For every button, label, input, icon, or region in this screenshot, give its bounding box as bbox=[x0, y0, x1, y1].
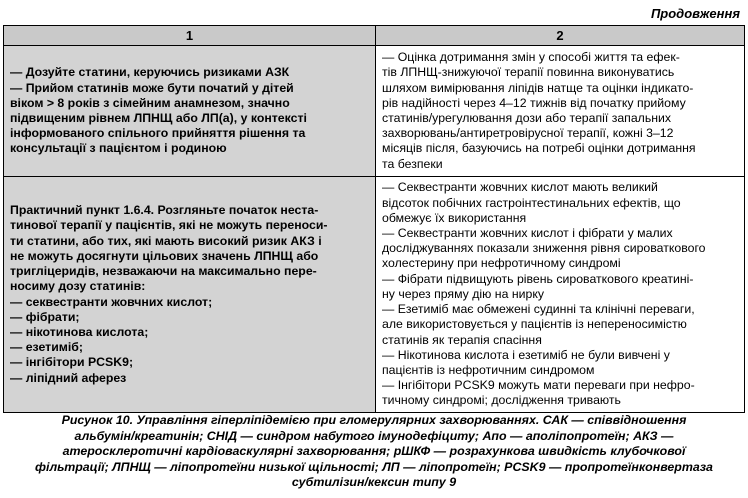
cell-line: тинової терапії у пацієнтів, які не можуть переноси- bbox=[10, 218, 328, 233]
cell-line: — Секвестранти жовчних кислот і фібрати у малих bbox=[382, 226, 673, 241]
cell-line: — Езетиміб має обмежені судинні та клінічні переваги, bbox=[382, 302, 695, 317]
cell-line: статинів як терапія спасіння bbox=[382, 332, 542, 347]
cell-line: місяців після, базуючись на потребі оцінки дотримання bbox=[382, 141, 696, 156]
cell-line: — Нікотинова кислота і езетиміб не були вивчені у bbox=[382, 347, 670, 362]
cell-line: інформованого спільного прийняття рішення та bbox=[10, 126, 306, 141]
cell-line: Практичний пункт 1.6.4. Розгляньте початок неста- bbox=[10, 203, 319, 218]
cell-line: захворювань/антиретровірусної терапії, кожні 3–12 bbox=[382, 126, 674, 141]
table-row bbox=[4, 46, 745, 177]
cell-line: носиму дозу статинів: bbox=[10, 279, 146, 294]
caption-line: атеросклеротичні кардіоваскулярні захворювання; рШКФ — розрахункова швидкість клубочкової bbox=[62, 444, 686, 458]
cell-line: ти статини, або тих, які мають високий ризик АКЗ і bbox=[10, 233, 322, 248]
cell-line: — Секвестранти жовчних кислот мають великий bbox=[382, 180, 658, 195]
cell-line: — Інгібітори PCSK9 можуть мати переваги при нефро- bbox=[382, 378, 695, 393]
recommendations-table bbox=[3, 25, 745, 413]
column-header-1: 1 bbox=[4, 26, 376, 46]
cell-line: ну через пряму дію на нирку bbox=[382, 286, 544, 301]
cell-line: тичному синдромі; дослідження тривають bbox=[382, 393, 621, 408]
cell-line: віком > 8 років з сімейним анамнезом, значно bbox=[10, 95, 290, 110]
cell-line: підвищеним рівнем ЛПНЩ або ЛП(а), у контексті bbox=[10, 111, 307, 125]
caption-line: фільтрації; ЛПНЩ — ліпопротеїни низької щільності; ЛП — ліпопротеїн; PCSK9 — пропротеїнконвертаза bbox=[35, 459, 713, 474]
cell-line: — ліпідний аферез bbox=[10, 370, 127, 385]
cell-line: — нікотинова кислота; bbox=[10, 324, 149, 339]
cell-line: — фібрати; bbox=[10, 309, 80, 324]
cell-line: досліджуваннях показали зниження рівня сироваткового bbox=[382, 241, 706, 256]
cell-line: — езетиміб; bbox=[10, 340, 83, 355]
cell-line: не можуть досягнути цільових значень ЛПНЩ або bbox=[10, 248, 319, 263]
cell-line: — секвестранти жовчних кислот; bbox=[10, 294, 213, 309]
figure-caption bbox=[0, 413, 748, 491]
cell-line: тригліцеридів, незважаючи на максимально пере- bbox=[10, 264, 317, 279]
rationale-cell bbox=[376, 177, 745, 413]
cell-line: обмежує їх використання bbox=[382, 210, 527, 225]
cell-line: та безпеки bbox=[382, 156, 443, 171]
cell-line: рів надійності через 4–12 тижнів від початку прийому bbox=[382, 95, 686, 110]
column-header-2: 2 bbox=[376, 26, 745, 46]
cell-line: але використовується у пацієнтів із непереносимістю bbox=[382, 317, 687, 332]
recommendation-cell bbox=[4, 177, 376, 413]
table-row bbox=[4, 177, 745, 413]
cell-line: шляхом вимірювання ліпідів натще та оцінки індикато- bbox=[382, 80, 694, 95]
table-header-row bbox=[4, 26, 745, 46]
continued-label: Продовження bbox=[650, 6, 740, 21]
rationale-cell bbox=[376, 46, 745, 177]
cell-line: пацієнтів із нефротичним синдромом bbox=[382, 362, 595, 377]
cell-line: тів ЛПНЩ-знижуючої терапії повинна виконуватись bbox=[382, 65, 675, 80]
cell-line: холестерину при нефротичному синдромі bbox=[382, 256, 621, 271]
cell-line: консультації з пацієнтом і родиною bbox=[10, 141, 227, 156]
cell-line: — Фібрати підвищують рівень сироваткового креатині- bbox=[382, 271, 694, 286]
cell-line: — Дозуйте статини, керуючись ризиками АЗК bbox=[10, 65, 290, 80]
cell-line: статинів/урегулювання дози або терапії запальних bbox=[382, 111, 672, 125]
caption-line: субтилізин/кексин типу 9 bbox=[291, 475, 457, 489]
caption-line: альбумін/креатинін; СНІД — синдром набутого імунодефіциту; Апо — аполіпопротеїн; АКЗ — bbox=[74, 428, 674, 443]
recommendation-cell bbox=[4, 46, 376, 177]
cell-line: — Прийом статинів може бути початий у дітей bbox=[10, 80, 294, 95]
caption-line: Рисунок 10. Управління гіперліпідемією при гломерулярних захворюваннях. САК — співвідношення bbox=[61, 413, 687, 427]
cell-line: — інгібітори PCSK9; bbox=[10, 355, 134, 370]
cell-line: — Оцінка дотримання змін у способі життя та ефек- bbox=[382, 50, 680, 65]
cell-line: відсоток побічних гастроінтестинальних ефектів, що bbox=[382, 195, 681, 210]
